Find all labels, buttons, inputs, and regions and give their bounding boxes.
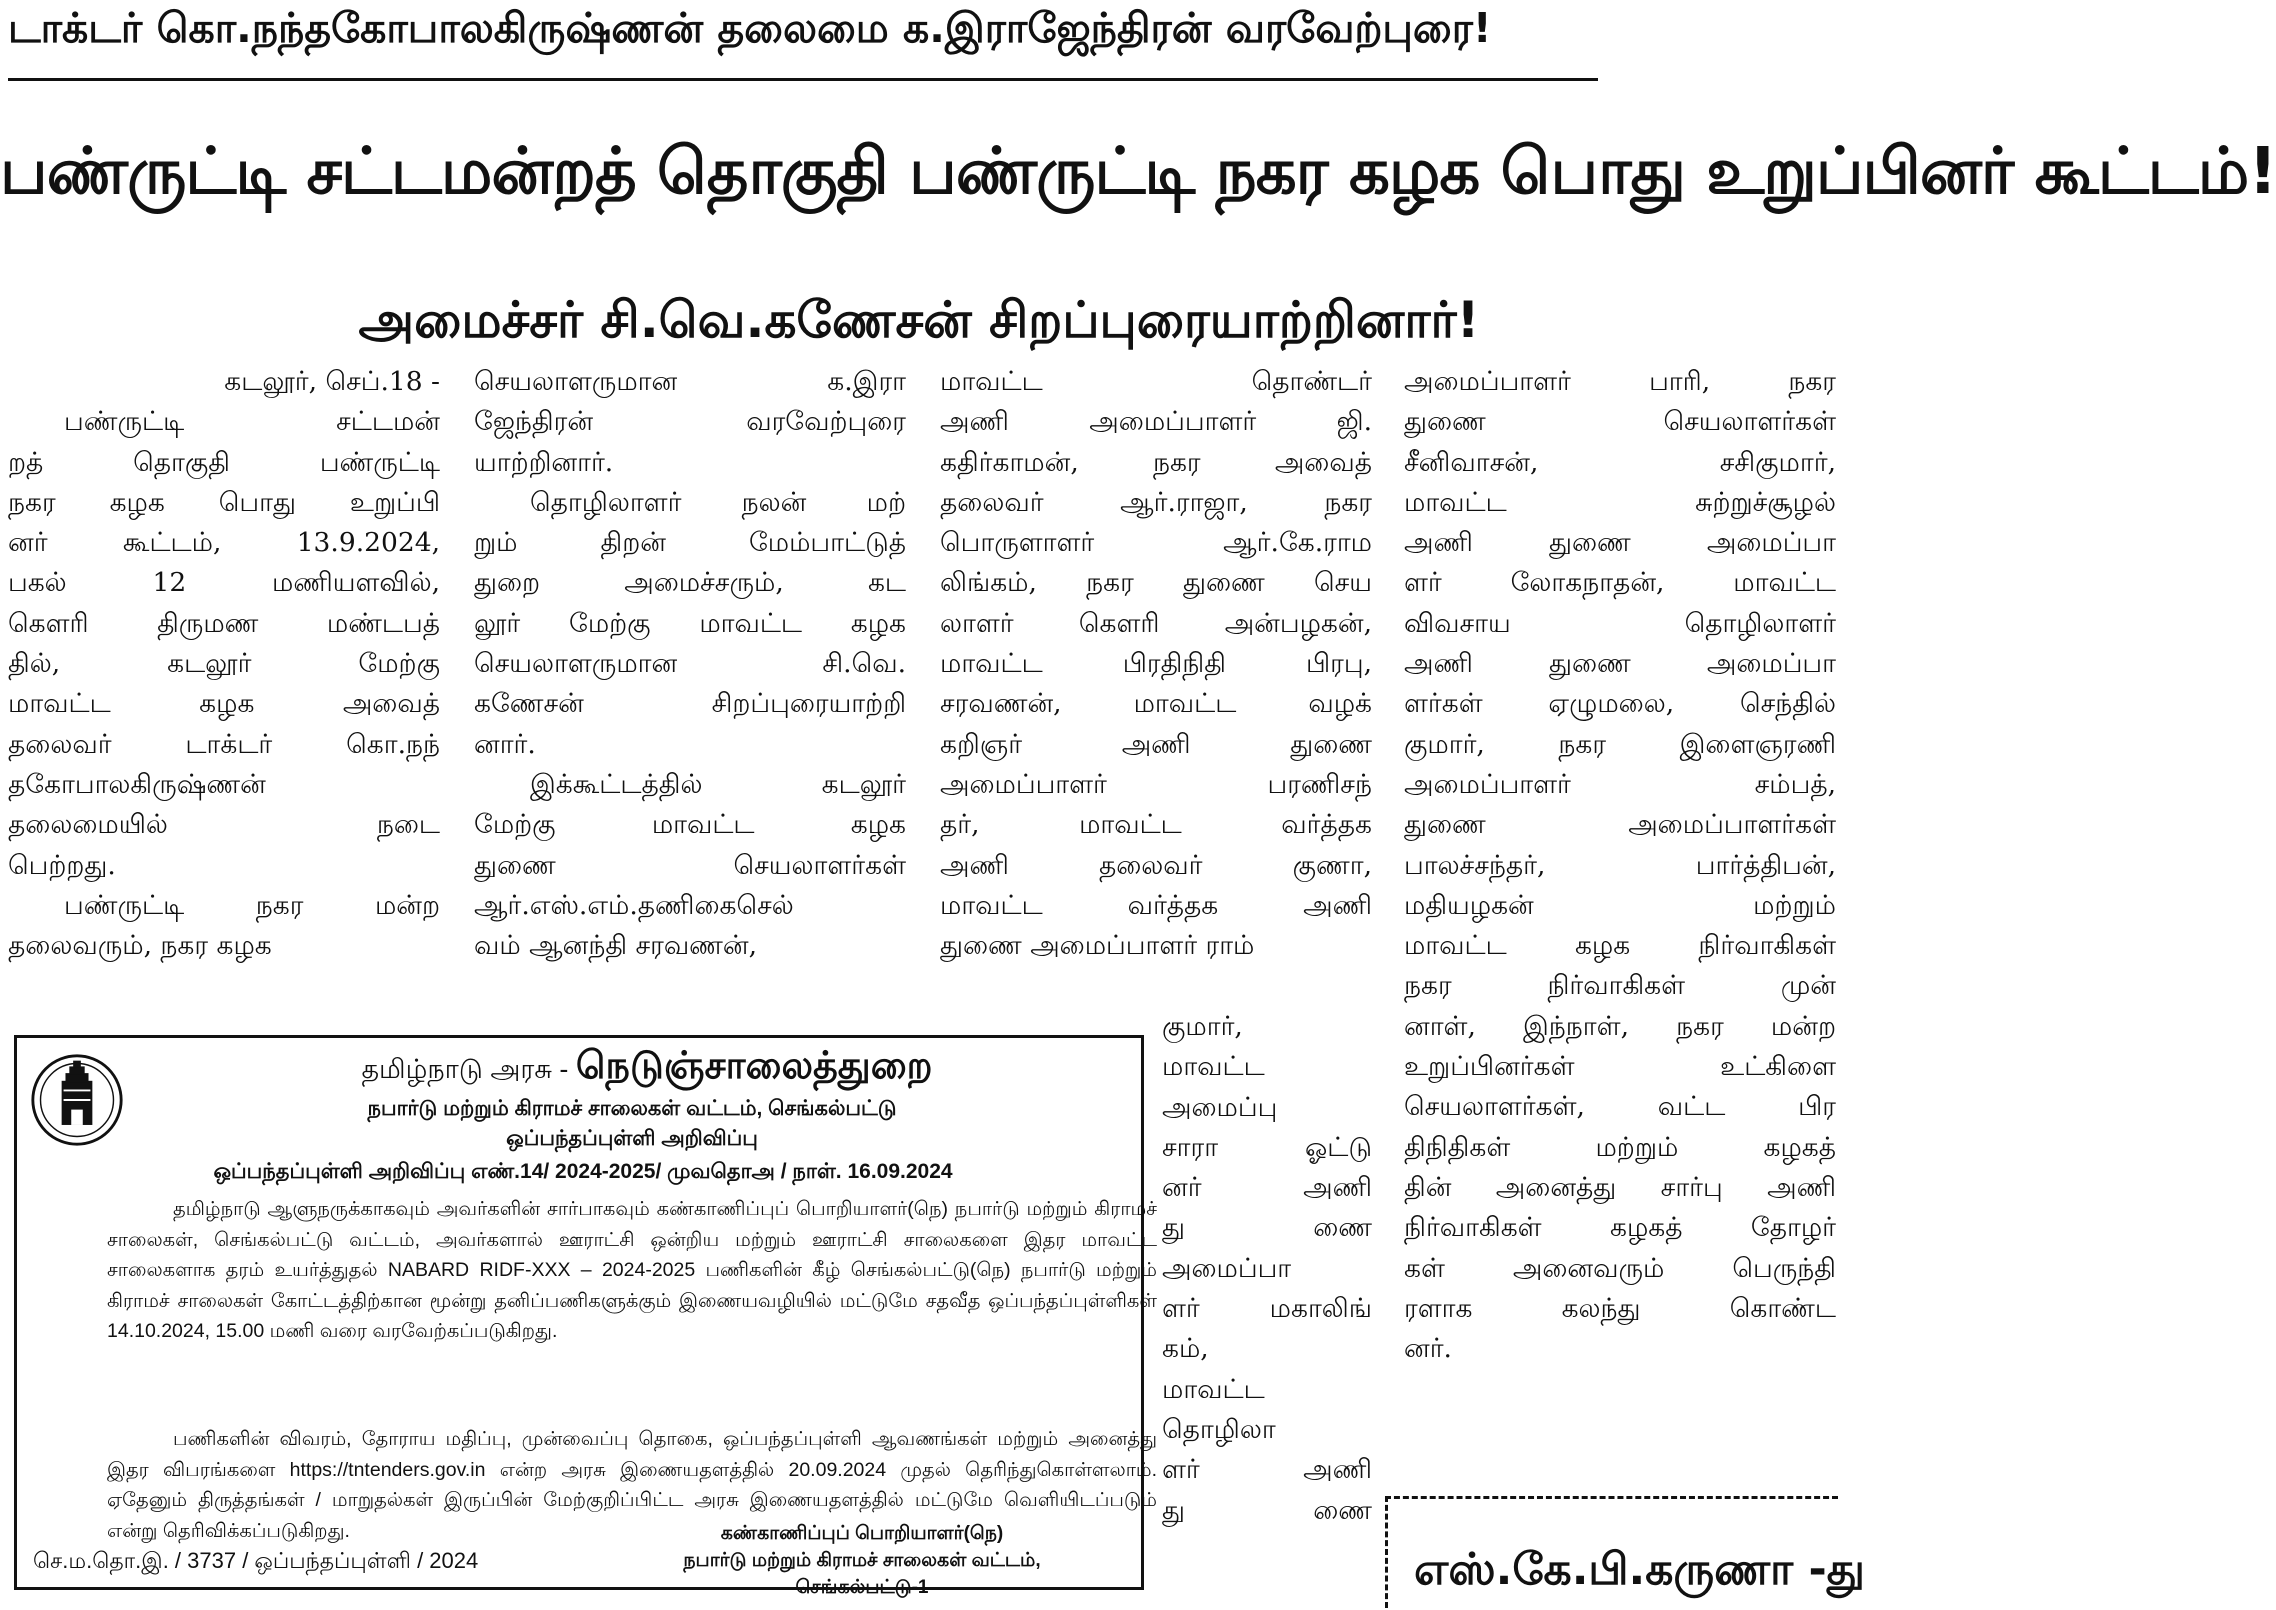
- article-line: றத் தொகுதி பண்ருட்டி: [8, 446, 440, 478]
- article-line: ளர் அணி: [1162, 1454, 1372, 1486]
- article-line: தலைவர் ஆர்.ராஜா, நகர: [940, 486, 1372, 518]
- article-line: மாவட்ட சுற்றுச்சூழல்: [1404, 486, 1836, 518]
- article-line: திநிதிகள் மற்றும் கழகத்: [1404, 1131, 1836, 1163]
- article-line: கம்,: [1162, 1333, 1209, 1365]
- article-line: லாளர் கௌரி அன்பழகன்,: [940, 607, 1372, 639]
- article-line: மதியழகன் மற்றும்: [1404, 889, 1836, 921]
- article-line: னர்.: [1404, 1333, 1452, 1365]
- article-line: அமைப்பு: [1162, 1091, 1278, 1123]
- article-line: பகல் 12 மணியளவில்,: [8, 567, 440, 599]
- article-line: அணி துணை அமைப்பா: [1404, 527, 1836, 559]
- article-line: தொழிலாளர் நலன் மற்: [530, 486, 906, 518]
- top-strap-line: டாக்டர் கொ.நந்தகோபாலகிருஷ்ணன் தலைமை க.இராஜேந்திரன் வரவேற்புரை!: [8, 4, 1492, 52]
- article-line: ளர்கள் ஏழுமலை, செந்தில்: [1404, 688, 1836, 720]
- article-line: குமார், நகர இளைஞரணி: [1404, 728, 1836, 760]
- article-line: வம் ஆனந்தி சரவணன்,: [474, 930, 758, 962]
- article-line: பண்ருட்டி நகர மன்ற: [64, 889, 440, 921]
- article-line: செயலாளருமான க.இரா: [474, 366, 906, 397]
- article-line: உறுப்பினர்கள் உட்கிளை: [1404, 1051, 1836, 1083]
- tamil-nadu-emblem-icon: [29, 1052, 125, 1148]
- article-line: பெற்றது.: [8, 849, 116, 881]
- article-line: அமைப்பாளர் சம்பத்,: [1404, 768, 1836, 800]
- article-column-1: [8, 362, 440, 966]
- notice-signatory-title: கண்காணிப்புப் பொறியாளர்(நெ): [720, 1523, 1004, 1544]
- notice-title-main: நெடுஞ்சாலைத்துறை: [575, 1045, 933, 1087]
- article-line: கடலூர், செப்.18 -: [224, 366, 440, 397]
- article-line: இக்கூட்டத்தில் கடலூர்: [530, 768, 906, 800]
- article-line: அணி அமைப்பாளர் ஜி.: [940, 406, 1372, 438]
- article-line: தொழிலா: [1162, 1413, 1276, 1445]
- article-line: சாரா ஓட்டு: [1162, 1131, 1372, 1163]
- sub-headline: அமைச்சர் சி.வெ.கணேசன் சிறப்புரையாற்றினார்!: [358, 291, 1480, 349]
- article-line: மாவட்ட தொண்டர்: [940, 366, 1372, 397]
- article-line: விவசாய தொழிலாளர்: [1404, 607, 1836, 639]
- article-line: தலைமையில் நடை: [8, 809, 440, 841]
- article-line: கௌரி திருமண மண்டபத்: [8, 607, 440, 639]
- article-line: அமைப்பாளர் பாரி, நகர: [1404, 366, 1836, 397]
- article-column-4: [1404, 362, 1836, 1369]
- article-line: தின் அனைத்து சார்பு அணி: [1404, 1171, 1836, 1203]
- article-line: தலைவர் டாக்டர் கொ.நந்: [8, 728, 440, 760]
- notice-paragraph-1: தமிழ்நாடு ஆளுநருக்காகவும் அவர்களின் சார்பாகவும் கண்காணிப்புப் பொறியாளர்(நெ) நபார்டு மற்றும் கிராமச் சாலைகள், செங்கல்பட்டு வட்டம், அவர்களால் ஊராட்சி ஒன்றிய மற்றும் ஊராட்சி சாலைகளை இதர மாவட்ட சாலைகளாக தரம் உயர்த்துதல் NABARD RIDF-XXX – 2024-2025 பணிகளின் கீழ் செங்கல்பட்டு(நெ) நபார்டு மற்றும் கிராமச் சாலைகள் கோட்டத்திற்கான மூன்று தனிப்பணிகளுக்கும் இணையவழியில் மட்டுமே சதவீத ஒப்பந்தப்புள்ளிகள் 14.10.2024, 15.00 மணி வரை வரவேற்கப்படுகிறது.: [107, 1198, 1157, 1342]
- article-line: ளர் மகாலிங்: [1162, 1293, 1372, 1325]
- article-line: னர் கூட்டம், 13.9.2024,: [8, 527, 440, 559]
- notice-title-prefix: தமிழ்நாடு அரசு -: [361, 1054, 576, 1084]
- article-line: னர் அணி: [1162, 1172, 1372, 1204]
- article-line: தில், கடலூர் மேற்கு: [8, 648, 440, 680]
- article-line: அமைப்பாளர் பரணிசந்: [940, 768, 1372, 800]
- article-line: மாவட்ட: [1162, 1051, 1265, 1083]
- article-line: நகர கழக பொது உறுப்பி: [8, 486, 440, 518]
- article-line: மேற்கு மாவட்ட கழக: [474, 809, 906, 841]
- tender-notice-box: [14, 1035, 1157, 1598]
- article-column-3: [940, 362, 1372, 966]
- article-line: ஆர்.எஸ்.எம்.தணிகைசெல்: [474, 889, 794, 921]
- article-line: துணை அமைப்பாளர் ராம்: [940, 930, 1255, 962]
- article-line: து ணை: [1162, 1494, 1372, 1526]
- notice-title: [197, 1046, 1097, 1089]
- article-line: நிர்வாகிகள் கழகத் தோழர்: [1404, 1212, 1836, 1244]
- article-line: பொருளாளர் ஆர்.கே.ராம: [940, 527, 1372, 559]
- article-line: துறை அமைச்சரும், கட: [474, 567, 906, 599]
- article-column-2: [474, 362, 906, 966]
- article-line: ஜேந்திரன் வரவேற்புரை: [474, 406, 906, 438]
- byline-box-top-border: [1385, 1496, 1838, 1499]
- article-line: தலைவரும், நகர கழக: [8, 930, 272, 962]
- article-line: யாற்றினார்.: [474, 446, 614, 478]
- notice-paragraph-2: பணிகளின் விவரம், தோராய மதிப்பு, முன்வைப்பு தொகை, ஒப்பந்தப்புள்ளி ஆவணங்கள் மற்றும் அனைத்து இதர விபரங்களை https://tntenders.gov.in என்ற அரசு இணையதளத்தில் 20.09.2024 முதல் தெரிந்துகொள்ளலாம். ஏதேனும் திருத்தங்கள் / மாறுதல்கள் இருப்பின் மேற்குறிப்பிட்ட அரசு இணையதளத்தில் மட்டுமே வெளியிடப்படும் என்று தெரிவிக்கப்படுகிறது.: [107, 1428, 1157, 1542]
- notice-signatory-place: செங்கல்பட்டு-1: [795, 1577, 929, 1598]
- article-line: நகர நிர்வாகிகள் முன்: [1404, 970, 1836, 1002]
- article-line: லூர் மேற்கு மாவட்ட கழக: [474, 607, 906, 639]
- article-line: செயலாளருமான சி.வெ.: [474, 648, 906, 680]
- article-line: மாவட்ட கழக நிர்வாகிகள்: [1404, 930, 1836, 962]
- article-line: னாள், இந்நாள், நகர மன்ற: [1404, 1010, 1836, 1042]
- article-line: கதிர்காமன், நகர அவைத்: [940, 446, 1372, 478]
- notice-subtitle-circle: நபார்டு மற்றும் கிராமச் சாலைகள் வட்டம், செங்கல்பட்டு: [367, 1097, 897, 1120]
- article-line: சீனிவாசன், சசிகுமார்,: [1404, 446, 1836, 478]
- article-column-3-narrow: [1162, 1007, 1372, 1531]
- notice-signatory-office: நபார்டு மற்றும் கிராமச் சாலைகள் வட்டம்,: [683, 1550, 1041, 1571]
- article-line: அணி தலைவர் குணா,: [940, 849, 1372, 881]
- article-line: சரவணன், மாவட்ட வழக்: [940, 688, 1372, 720]
- article-line: செயலாளர்கள், வட்ட பிர: [1404, 1091, 1836, 1123]
- next-article-byline: எஸ்.கே.பி.கருணா -து: [1414, 1544, 1865, 1595]
- article-line: அணி துணை அமைப்பா: [1404, 648, 1836, 680]
- article-line: பண்ருட்டி சட்டமன்: [64, 406, 440, 438]
- article-line: னார்.: [474, 728, 536, 760]
- notice-release-code: செ.ம.தொ.இ. / 3737 / ஒப்பந்தப்புள்ளி / 2024: [33, 1548, 479, 1573]
- article-line: ரளாக கலந்து கொண்ட: [1404, 1292, 1836, 1324]
- article-line: றும் திறன் மேம்பாட்டுத்: [474, 527, 906, 559]
- top-strap-underline: [8, 78, 1598, 81]
- article-line: மாவட்ட: [1162, 1373, 1265, 1405]
- byline-box-left-border: [1385, 1496, 1388, 1608]
- article-line: மாவட்ட கழக அவைத்: [8, 688, 440, 720]
- article-line: குமார்,: [1162, 1011, 1243, 1042]
- article-line: துணை அமைப்பாளர்கள்: [1404, 809, 1836, 841]
- notice-subtitle-type: ஒப்பந்தப்புள்ளி அறிவிப்பு: [506, 1127, 758, 1150]
- article-line: தர், மாவட்ட வர்த்தக: [940, 809, 1372, 841]
- article-line: லிங்கம், நகர துணை செய: [940, 567, 1372, 599]
- article-line: கணேசன் சிறப்புரையாற்றி: [474, 688, 906, 720]
- article-line: மாவட்ட வர்த்தக அணி: [940, 889, 1372, 921]
- article-line: துணை செயலாளர்கள்: [474, 849, 906, 881]
- notice-reference-number: ஒப்பந்தப்புள்ளி அறிவிப்பு எண்.14/ 2024-2025/ முவதொஅ / நாள். 16.09.2024: [213, 1160, 953, 1183]
- article-line: அமைப்பா: [1162, 1252, 1292, 1284]
- article-line: பாலச்சந்தர், பார்த்திபன்,: [1404, 849, 1836, 881]
- main-headline: பண்ருட்டி சட்டமன்றத் தொகுதி பண்ருட்டி நகர கழக பொது உறுப்பினர் கூட்டம்!: [0, 135, 2276, 209]
- article-line: து ணை: [1162, 1212, 1372, 1244]
- article-line: கள் அனைவரும் பெருந்தி: [1404, 1252, 1836, 1284]
- article-line: மாவட்ட பிரதிநிதி பிரபு,: [940, 648, 1372, 680]
- article-line: தகோபாலகிருஷ்ணன்: [8, 768, 266, 800]
- article-line: ளர் லோகநாதன், மாவட்ட: [1404, 567, 1836, 599]
- article-line: கறிஞர் அணி துணை: [940, 728, 1372, 760]
- article-line: துணை செயலாளர்கள்: [1404, 406, 1836, 438]
